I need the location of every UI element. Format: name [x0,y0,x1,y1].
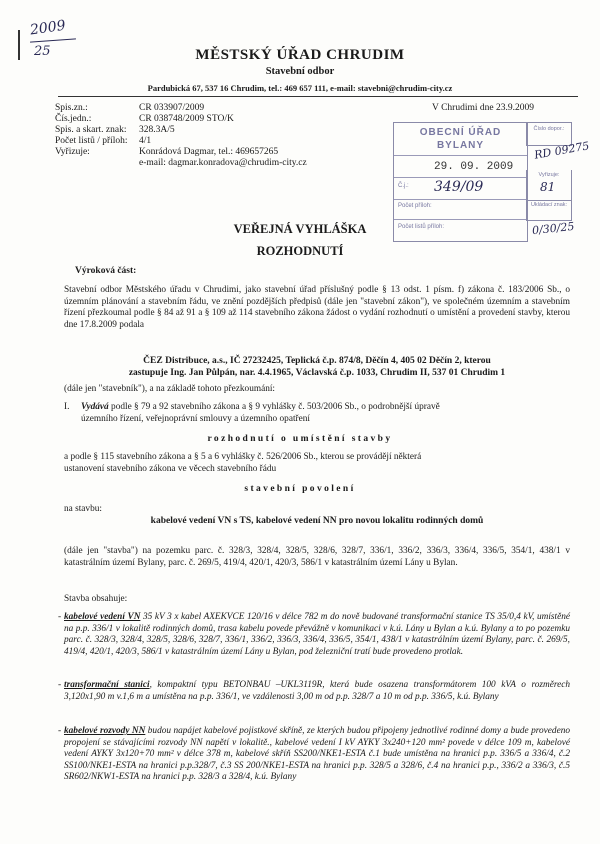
item-line-1 [81,402,571,414]
stamp-side-top-label: Číslo dopor.: [533,126,565,132]
parcels-paragraph: (dále jen "stavba") na pozemku parc. č. 328/3, 328/4, 328/5, 328/6, 328/7, 336/1, 336/2, 336/3, 336/4, 336/5, 354/1, 438/1 v katastrálním území Bylany, parc. č. 269/5, 419/4, 420/1, 420/3, 586/1 v katastrálním území Lány u Bylan. [64,546,570,568]
stamp-divider [394,219,527,220]
bullet-lead: kabelové vedení VN [64,612,141,622]
stamp-town: BYLANY [436,140,485,151]
placement-heading: rozhodnutí o umístění stavby [207,434,393,444]
bullet-lead: transformační stanici [64,680,150,690]
stamp-divider [394,155,527,156]
para-2-line-1: a podle § 115 stavebního zákona a § 5 a 6 vyhlášky č. 526/2006 Sb., kterou se provádějí některá [64,452,422,462]
bullet-lead: kabelové rozvody NN [64,726,146,736]
stamp-date: 29. 09. 2009 [434,161,514,173]
item-line-2: územního řízení, veřejnoprávní smlouvy a územního opatření [81,414,310,424]
meta-value: 328.3A/5 [139,125,175,135]
date-line: V Chrudimi dne 23.9.2009 [432,103,534,113]
bullet-vn-cable [64,612,570,658]
verdict-heading: Výroková část: [75,266,137,276]
meta-value: CR 033907/2009 [139,103,205,113]
meta-value: 4/1 [139,136,152,146]
applicant-line-1: ČEZ Distribuce, a.s., IČ 27232425, Teplická č.p. 874/8, Děčín 4, 405 02 Děčín 2, kterou [143,356,491,366]
office-title: MĚSTSKÝ ÚŘAD CHRUDIM [195,47,405,63]
bullet-nn-cable [64,726,570,784]
handwritten-signature: 81 [540,180,556,194]
meta-value: e-mail: dagmar.konradova@chrudim-city.cz [139,158,307,168]
contains-label: Stavba obsahuje: [64,594,128,604]
bullet-marker: - [58,680,62,690]
stamp-divider [394,177,527,178]
bullet-text: 35 kV 3 x kabel AXEKVCE 120/16 v délce 782 m do nově budované transformační stanice TS 35/0,4 kV, umístěné na p.p. 336/1 v lokalitě rodinných domů, trasa kabelu povede převážně v komunikaci v k.ú. Lány u Bylan a k.ú. Bylany a to po pozemku parc. č. 328/3, 328/4, 328/5, 328/6, 328/7, 336/1, 336/2, 336/3, 336/4, 336/5, 354/1, 438/1 v katastrálním území Bylany, parc. č. 269/5, 419/4, 420/1, 420/3, 586/1 v katastrálním území Lány u Bylan, pod železniční tratí bude provedeno protlak. [64,612,571,657]
file-metadata [55,103,395,183]
stamp-attachments-label: Počet příloh: [398,203,432,209]
handwritten-year: 2009 [29,17,67,39]
building-name: kabelové vedení VN s TS, kabelové vedení NN pro novou lokalitu rodinných domů [150,516,484,526]
item-lead: Vydává [81,402,109,412]
handwritten-registration: RD 09275 [533,139,591,162]
office-address: Pardubická 67, 537 16 Chrudim, tel.: 469 657 111, e-mail: stavebni@chrudim-city.cz [147,83,453,93]
handwritten-underline [30,38,76,42]
stamp-cj-label: Č.j.: [398,183,409,189]
bullet-marker: - [58,612,62,622]
stamp-side-mid-label: Vyřizuje: [538,172,560,178]
meta-value: CR 038748/2009 STO/K [139,114,234,124]
para-2-line-2: ustanovení stavebního zákona ve věcech stavebního řádu [64,464,277,474]
bullet-text: , kompaktní typu BETONBAU –UKL3119R, která bude osazena transformátorem 100 kVA o rozměrech 3,120x1,90 m v.1,6 m a umístěna na p.p. 336/1, ve vzdálenosti 3,00 m od p.p. 328/7 a 10 m od p.p. 336/5, k.ú. Bylany [64,680,570,702]
public-notice-heading: VEŘEJNÁ VYHLÁŠKA [233,222,367,236]
header-rule [58,96,578,97]
applicant-after: (dále jen "stavebník"), a na základě tohoto přezkoumání: [64,384,276,394]
decision-heading: ROZHODNUTÍ [256,244,344,258]
stamp-side-bottom-label: Ukládací znak: [530,202,568,208]
bullet-transformer [64,680,570,703]
stamp-side-bottom [526,200,572,221]
stamp-office: OBECNÍ ÚŘAD [419,127,502,138]
permit-heading: stavební povolení [244,484,356,494]
item-number: I. [64,402,70,412]
handwritten-side-code: 0/30/25 [531,219,575,238]
meta-value: Konrádová Dagmar, tel.: 469657265 [139,147,279,157]
bullet-text: budou napájet kabelové pojistkové skříně, ze kterých budou připojeny jednotlivé rodinné domy a bude provedeno propojení se stávajícími rozvody NN napětí v lokalitě., kabelové vedení I kV AYKY 3x240+120 mm² povede v délce 109 m, kabelové vedení AYKY 3x120+70 mm² v délce 378 m, kabelové skříň SS200/NKE1-ESTA č.1 bude umístěna na hranici p.p. 336/5 a 336/4, č.2 SS100/NKE1-ESTA na hranici p.p.328/7, č.3 SS 200/NKE1-ESTA na hranici p.p. 328/5 a 328/6, č.4 na hranici p.p., 336/2 a 336/3, č.5 SR602/NKW1-ESTA na hranici p.p. 328/3 a 328/4, k.ú. Bylany [64,726,570,783]
department-name: Stavební odbor [265,66,335,77]
on-building-label: na stavbu: [64,504,102,514]
meta-label: Spis.zn.: [55,103,88,113]
stamp-divider [394,199,527,200]
applicant-line-2: zastupuje Ing. Jan Půlpán, nar. 4.4.1965, Václavská č.p. 1033, Chrudim II, 537 01 Chrudim 1 [128,368,506,378]
meta-label: Spis. a skart. znak: [55,125,127,135]
meta-label: Vyřizuje: [55,147,90,157]
meta-label: Čís.jedn.: [55,114,92,124]
stamp-sheets-label: Počet listů příloh: [398,224,445,230]
item-rest: podle § 79 a 92 stavebního zákona a § 9 vyhlášky č. 503/2006 Sb., o podrobnější úpravě [111,402,440,412]
meta-label: Počet listů / příloh: [55,136,128,146]
handwritten-file-number: 349/09 [434,179,484,195]
handwritten-number: 25 [34,44,51,59]
intro-paragraph: Stavební odbor Městského úřadu v Chrudimi, jako stavební úřad příslušný podle § 13 odst. 1 písm. f) zákona č. 183/2006 Sb., o územním plánování a stavebním řádu, ve znění pozdějších předpisů (dále jen "stavební zákon"), ve společném územním a stavebním řízení přezkoumal podle § 84 až 91 a § 109 až 114 stavebního zákona žádost o vydání rozhodnutí o umístění a provedení stavby, kterou dne 17.8.2009 podala [64,285,570,330]
bullet-marker: - [58,726,62,736]
